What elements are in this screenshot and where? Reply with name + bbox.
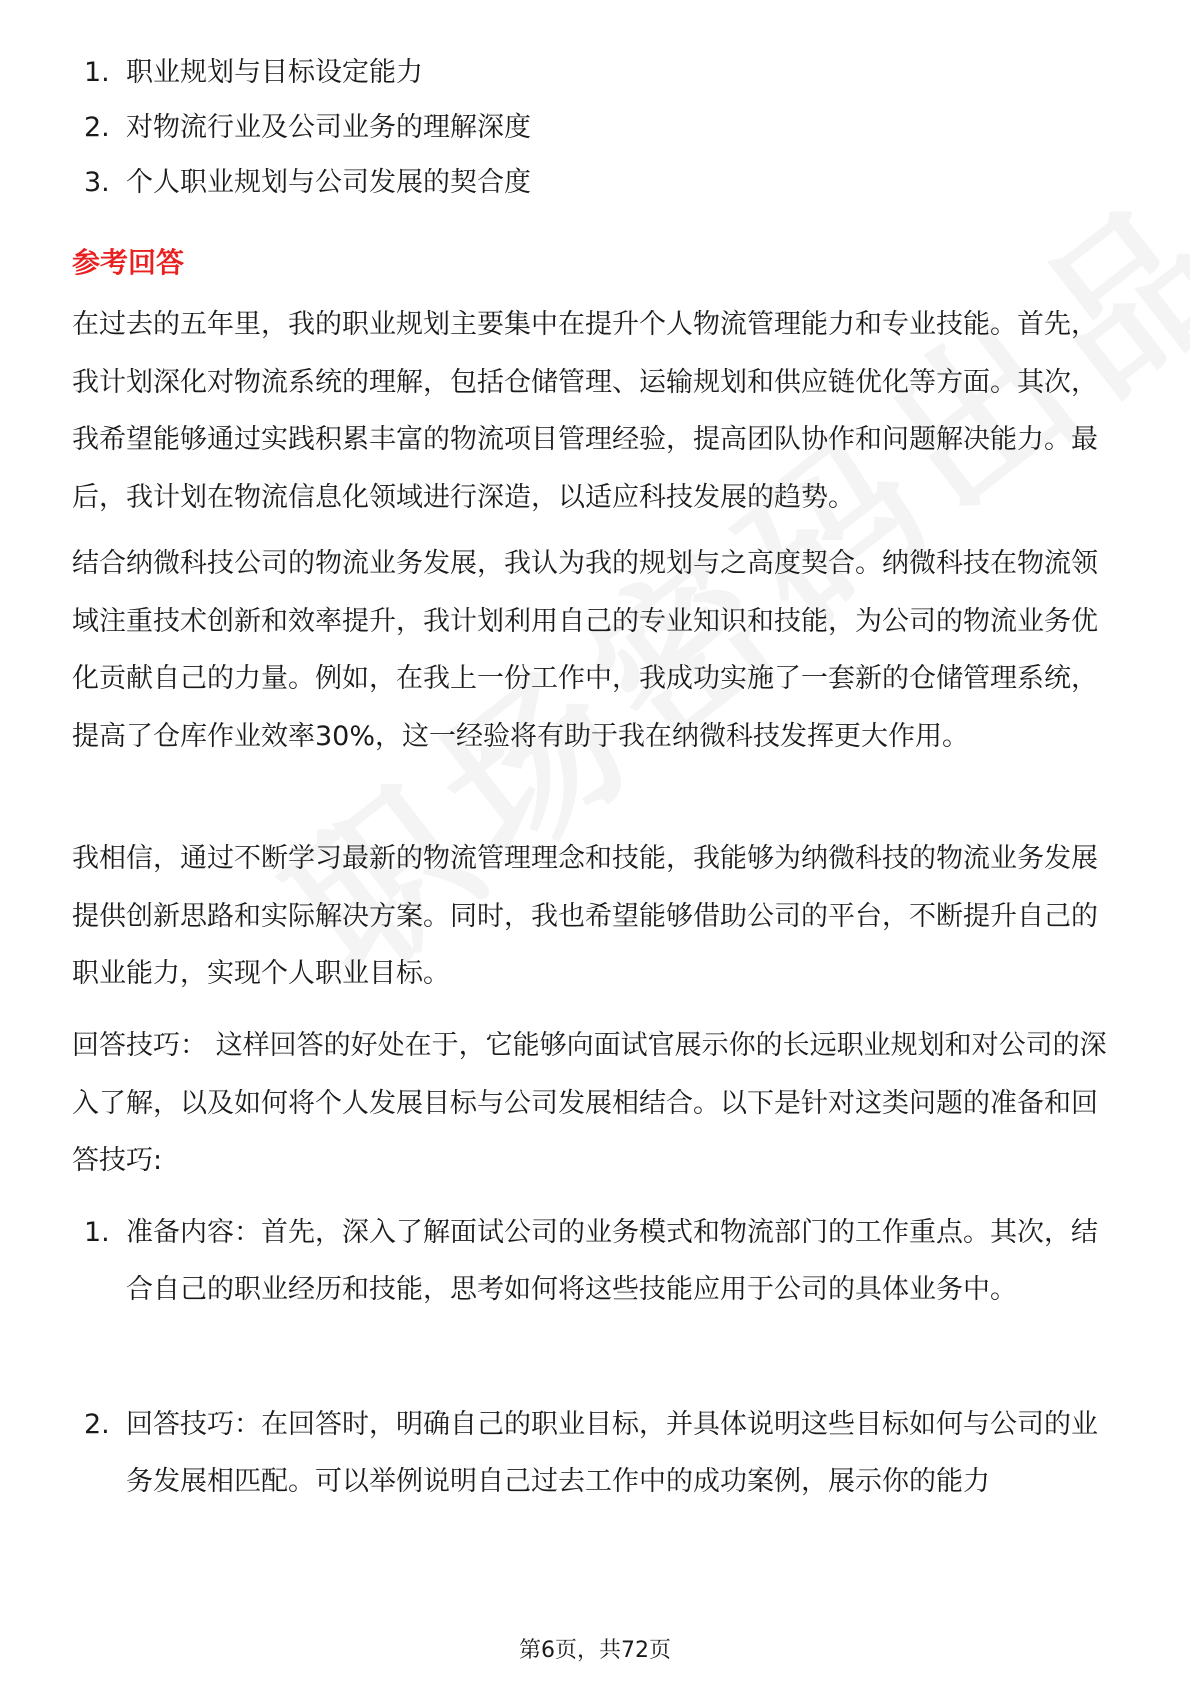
section-heading: 参考回答 <box>72 246 185 279</box>
list-number: 1. <box>84 57 110 88</box>
answer-paragraph-3: 我相信，通过不断学习最新的物流管理理念和技能，我能够为纳微科技的物流业务发展提供创新思路和实际解决方案。同时，我也希望能够借助公司的平台，不断提升自己的职业能力，实现个人职业目标。 <box>72 843 1098 989</box>
list-text: 对物流行业及公司业务的理解深度 <box>126 112 531 143</box>
list-text: 准备内容：首先，深入了解面试公司的业务模式和物流部门的工作重点。其次，结合自己的职业经历和技能，思考如何将这些技能应用于公司的具体业务中。 <box>126 1217 1098 1305</box>
list-text: 职业规划与目标设定能力 <box>126 57 423 88</box>
list-number: 1. <box>84 1217 110 1248</box>
list-text: 回答技巧：在回答时，明确自己的职业目标，并具体说明这些目标如何与公司的业务发展相匹配。可以举例说明自己过去工作中的成功案例，展示你的能力 <box>126 1409 1098 1497</box>
list-number: 3. <box>84 167 110 198</box>
tips-paragraph: 回答技巧： 这样回答的好处在于，它能够向面试官展示你的长远职业规划和对公司的深入了解，以及如何将个人发展目标与公司发展相结合。以下是针对这类问题的准备和回答技巧: <box>72 1030 1107 1176</box>
list-number: 2. <box>84 112 110 143</box>
answer-paragraph-2: 结合纳微科技公司的物流业务发展，我认为我的规划与之高度契合。纳微科技在物流领域注重技术创新和效率提升，我计划利用自己的专业知识和技能，为公司的物流业务优化贡献自己的力量。例如，在我上一份工作中，我成功实施了一套新的仓储管理系统，提高了仓库作业效率30%，这一经验将有助于我在纳微科技发挥更大作用。 <box>72 548 1098 752</box>
list-number: 2. <box>84 1409 110 1440</box>
answer-paragraph-1: 在过去的五年里，我的职业规划主要集中在提升个人物流管理能力和专业技能。首先，我计划深化对物流系统的理解，包括仓储管理、运输规划和供应链优化等方面。其次，我希望能够通过实践积累丰富的物流项目管理经验，提高团队协作和问题解决能力。最后，我计划在物流信息化领域进行深造，以适应科技发展的趋势。 <box>72 309 1098 513</box>
list-text: 个人职业规划与公司发展的契合度 <box>126 167 531 198</box>
page-number-footer: 第6页，共72页 <box>519 1638 671 1663</box>
